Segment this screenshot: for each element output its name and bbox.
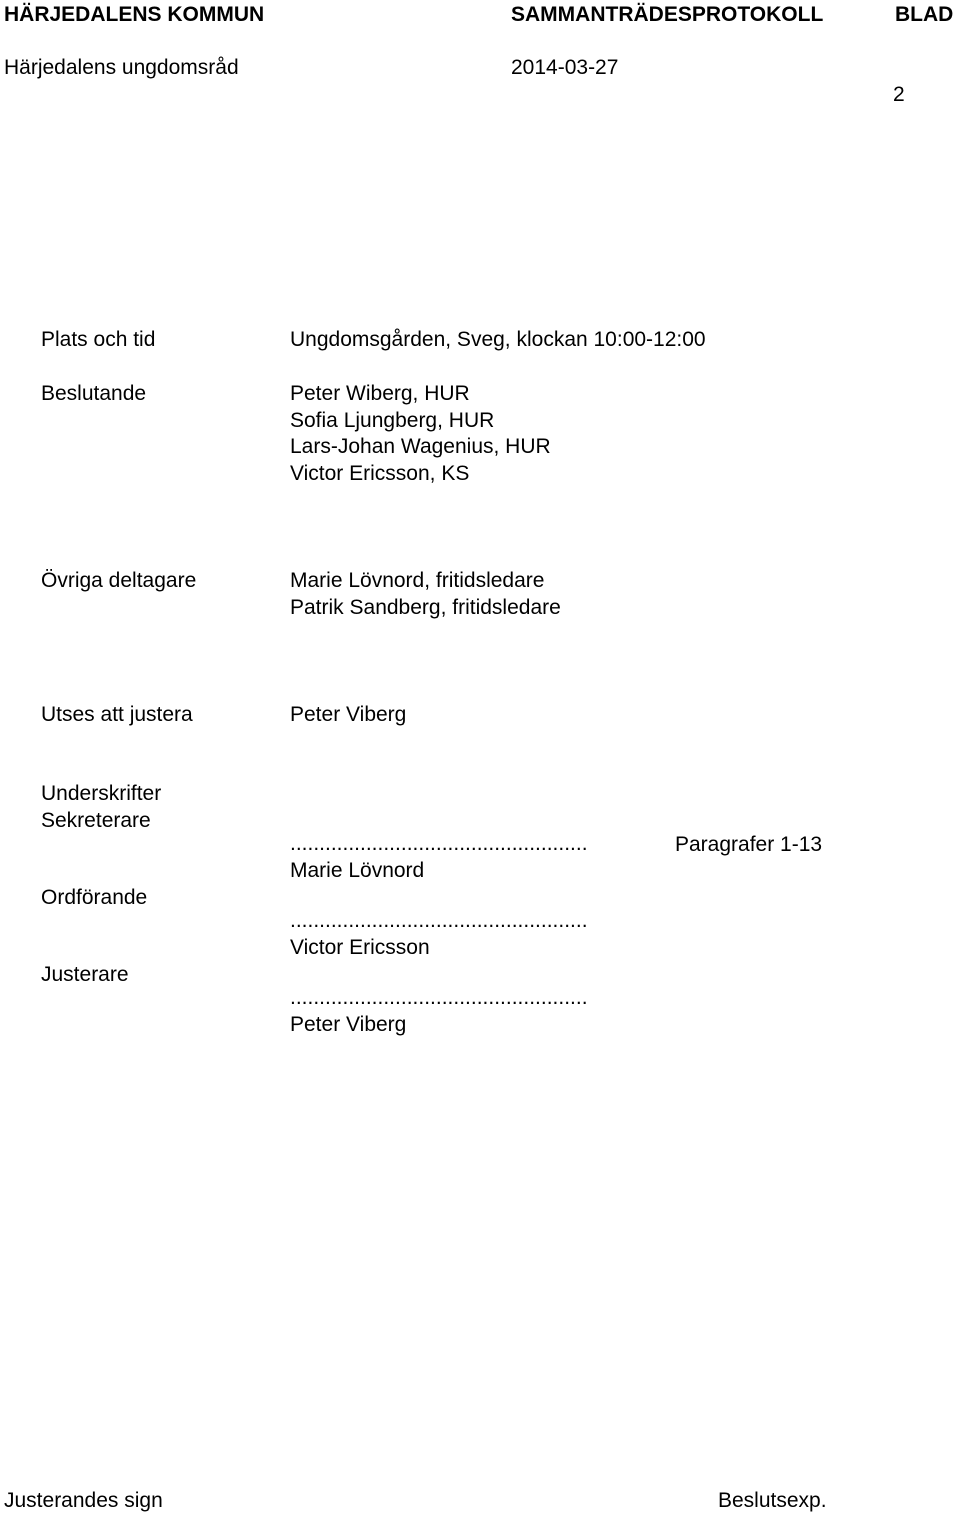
- header-doc-type: SAMMANTRÄDESPROTOKOLL: [511, 3, 824, 26]
- adjuster-name: Peter Viberg: [290, 1013, 407, 1036]
- chair-label: Ordförande: [41, 886, 148, 909]
- other-participant: Patrik Sandberg, fritidsledare: [290, 596, 561, 619]
- deciding-member: Lars-Johan Wagenius, HUR: [290, 435, 551, 458]
- deciding-label: Beslutande: [41, 382, 147, 405]
- chair-name: Victor Ericsson: [290, 936, 430, 959]
- secretary-signature-line: ...................................................: [290, 832, 588, 855]
- place-time-value: Ungdomsgården, Sveg, klockan 10:00-12:00: [290, 328, 706, 351]
- signatures-heading: Underskrifter: [41, 782, 162, 805]
- other-participant: Marie Lövnord, fritidsledare: [290, 569, 545, 592]
- secretary-label: Sekreterare: [41, 809, 151, 832]
- adjuster-value: Peter Viberg: [290, 703, 407, 726]
- header-org: HÄRJEDALENS KOMMUN: [4, 3, 265, 26]
- secretary-name: Marie Lövnord: [290, 859, 425, 882]
- paragraphs: Paragrafer 1-13: [675, 833, 823, 856]
- page-number: 2: [893, 83, 905, 106]
- adjuster-signature-label: Justerare: [41, 963, 129, 986]
- deciding-member: Sofia Ljungberg, HUR: [290, 409, 495, 432]
- header-blad-label: BLAD: [895, 3, 954, 26]
- header-body-name: Härjedalens ungdomsråd: [4, 56, 239, 79]
- deciding-member: Peter Wiberg, HUR: [290, 382, 470, 405]
- chair-signature-line: ...................................................: [290, 909, 588, 932]
- footer-decision-expedition: Beslutsexp.: [718, 1489, 827, 1512]
- footer-adjuster-sign: Justerandes sign: [4, 1489, 163, 1512]
- deciding-member: Victor Ericsson, KS: [290, 462, 470, 485]
- place-time-label: Plats och tid: [41, 328, 156, 351]
- other-participants-label: Övriga deltagare: [41, 569, 197, 592]
- adjuster-label: Utses att justera: [41, 703, 193, 726]
- header-date: 2014-03-27: [511, 56, 619, 79]
- adjuster-signature-line: ...................................................: [290, 986, 588, 1009]
